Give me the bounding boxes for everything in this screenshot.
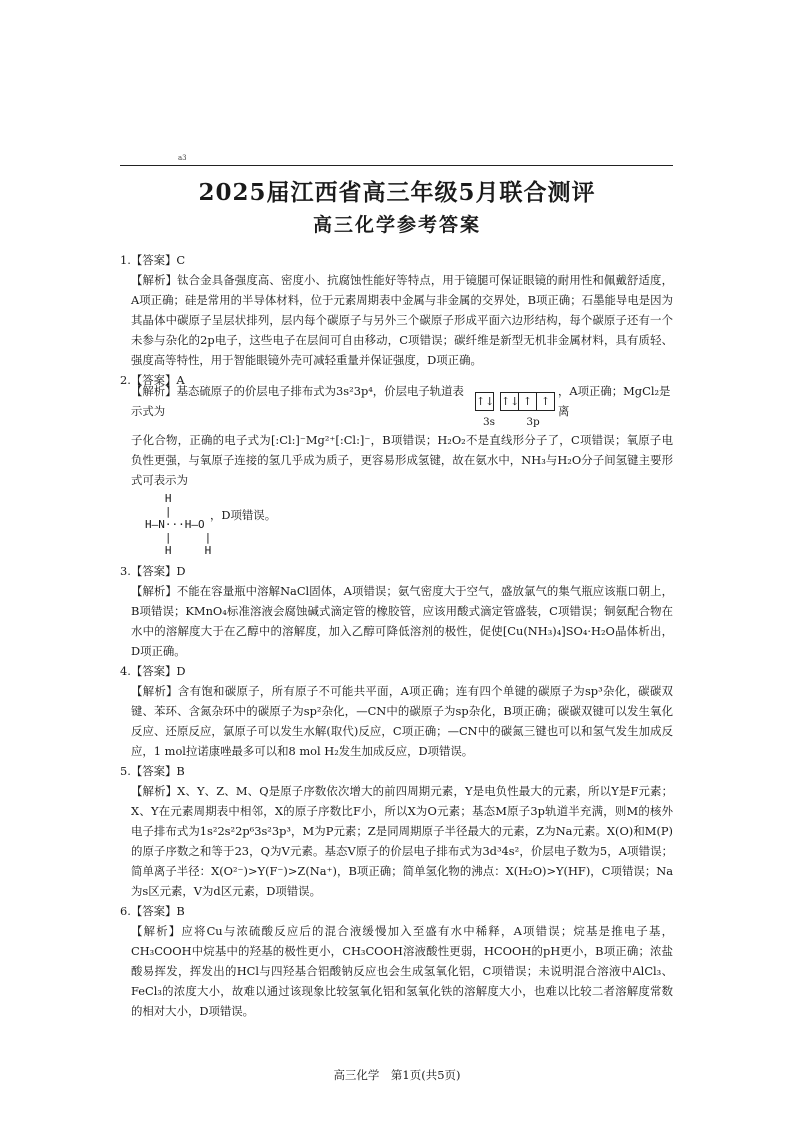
- q6-explanation: 【解析】应将Cu与浓硫酸反应后的混合液缓慢加入至盛有水中稀释，A项错误；烷基是推电子基，CH₃COOH中烷基中的羟基的极性更小，CH₃COOH溶液酸性更弱，HCOOH的pH更小，B项正确；浓盐酸易挥发，挥发出的HCl与四羟基合铝酸钠反应也会生成氢氧化铝，C项错误；未说明混合溶液中AlCl₃、FeCl₃的浓度大小，故难以通过该现象比较氢氧化铝和氢氧化铁的溶解度大小，也难以比较二者溶解度常数的相对大小，D项错误。: [131, 924, 673, 1018]
- q2-orbital-line: [120, 384, 673, 430]
- q2-explanation-d: ，D项错误。: [210, 508, 277, 522]
- q1-answer: 1.【答案】C: [120, 253, 186, 267]
- q2-explanation-c: 子化合物，正确的电子式为[:Cl:]⁻Mg²⁺[:Cl:]⁻，B项错误；H₂O₂不是直线形分子了，C项错误；氧原子电负性更强，与氧原子连接的氢几乎成为质子，更容易形成氢键，故在氨水中，NH₃与H₂O分子间氢键主要形式可表示为: [131, 433, 673, 487]
- q5-answer: 5.【答案】B: [120, 764, 185, 778]
- page-footer: 高三化学 第1页(共5页): [333, 1068, 461, 1082]
- label-3p: 3p: [526, 416, 540, 428]
- q4-explanation: 【解析】含有饱和碳原子，所有原子不可能共平面，A项正确；连有四个单键的碳原子为sp³杂化，碳碳双键、苯环、含氮杂环中的碳原子为sp²杂化，—CN中的碳原子为sp杂化，B项正确；碳碳双键可以发生氧化反应、还原反应，氯原子可以发生水解(取代)反应，C项正确；—CN中的碳氮三键也可以和氢气发生加成反应，1 mol拉诺康唑最多可以和8 mol H₂发生加成反应，D项错误。: [131, 684, 673, 758]
- page-title: 2025届江西省高三年级5月联合测评: [198, 179, 596, 206]
- q2-explanation-a: 【解析】基态硫原子的价层电子排布式为3s²3p⁴，价层电子轨道表示式为: [131, 384, 464, 418]
- q6-answer: 6.【答案】B: [120, 904, 185, 918]
- q5-explanation: 【解析】X、Y、Z、M、Q是原子序数依次增大的前四周期元素，Y是电负性最大的元素，所以Y是F元素；X、Y在元素周期表中相邻，X的原子序数比F小，所以X为O元素；基态M原子3p轨道半充满，则M的核外电子排布式为1s²2s²2p⁶3s²3p³，M为P元素；Z是同周期原子半径最大的元素，Z为Na元素。X(O)和M(P)的原子序数之和等于23，Q为V元素。基态V原子的价层电子排布式为3d³4s²，价层电子数为5，A项错误；简单离子半径：X(O²⁻)>Y(F⁻)>Z(Na⁺)，B项正确；简单氢化物的沸点：X(H₂O)>Y(HF)，C项错误；Na为s区元素，V为d区元素，D项错误。: [131, 784, 673, 898]
- page-subtitle: 高三化学参考答案: [312, 214, 481, 236]
- q4-answer: 4.【答案】D: [120, 664, 186, 678]
- q2-answer: 2.【答案】A: [120, 373, 185, 387]
- orbital-3p-box: [500, 392, 555, 411]
- header-rule: [120, 165, 673, 166]
- orbital-labels: [483, 412, 540, 432]
- label-3s: 3s: [483, 416, 496, 428]
- orbital-3p-cell-1: ↑↓: [500, 394, 520, 408]
- orbital-3s-cell: ↑↓: [475, 394, 495, 408]
- corner-mark: a3: [178, 154, 187, 162]
- q3-explanation: 【解析】不能在容量瓶中溶解NaCl固体，A项错误；氨气密度大于空气，盛放氯气的集气瓶应该瓶口朝上，B项错误；KMnO₄标准溶液会腐蚀碱式滴定管的橡胶管，应该用酸式滴定管盛装，C项错误；铜氨配合物在水中的溶解度大于在乙醇中的溶解度，加入乙醇可降低溶剂的极性，促使[Cu(NH₃)₄]SO₄·H₂O晶体析出，D项正确。: [131, 584, 673, 658]
- answer-content: [120, 250, 673, 1021]
- q2-explanation-b: ，A项正确；MgCl₂是离: [557, 384, 671, 418]
- q3-answer: 3.【答案】D: [120, 564, 186, 578]
- orbital-3p-cell-2: ↑: [519, 393, 537, 410]
- orbital-3s-box: [475, 392, 494, 411]
- orbital-3p-cell-3: ↑: [540, 394, 551, 408]
- hydrogen-bond-structure: H | H—N···H—O | | H H: [145, 492, 212, 557]
- q1-explanation: 【解析】钛合金具备强度高、密度小、抗腐蚀性能好等特点，用于镜腿可保证眼镜的耐用性和佩戴舒适度，A项正确；硅是常用的半导体材料，位于元素周期表中金属与非金属的交界处，B项正确；石墨能导电是因为其晶体中碳原子呈层状排列，层内每个碳原子与另外三个碳原子形成平面六边形结构，每个碳原子还有一个未参与杂化的2p电子，这些电子在层间可自由移动，C项错误；碳纤维是新型无机非金属材料，具有质轻、强度高等特性，用于智能眼镜外壳可减轻重量并保证强度，D项正确。: [131, 273, 673, 367]
